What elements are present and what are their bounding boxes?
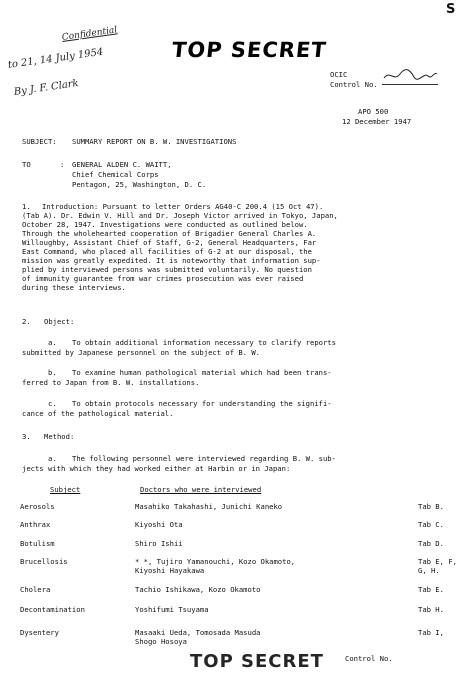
handwritten-note-date: to 21, 14 July 1954 bbox=[7, 46, 104, 71]
section-1-line: Introduction: Pursuant to letter Orders AG40-C 200.4 (15 Oct 47). bbox=[42, 202, 324, 211]
control-label-number: Control No. bbox=[330, 80, 378, 89]
row-doctors: Tachio Ishikawa, Kozo Okamoto bbox=[135, 585, 261, 594]
section-2b-line: ferred to Japan from B. W. installations. bbox=[22, 378, 200, 387]
row-tab: Tab C. bbox=[418, 520, 444, 529]
section-2a-line: submitted by Japanese personnel on the subject of B. W. bbox=[22, 348, 260, 357]
row-tab: Tab D. bbox=[418, 539, 444, 548]
row-tab: Tab H. bbox=[418, 605, 444, 614]
section-2c-letter: c. bbox=[48, 399, 57, 408]
top-secret-stamp: TOP SECRET bbox=[170, 38, 328, 62]
row-tab: Tab I, bbox=[418, 628, 444, 637]
section-1-line: during these interviews. bbox=[22, 283, 126, 292]
row-subject: Botulism bbox=[20, 539, 55, 548]
control-number-signature bbox=[382, 72, 438, 85]
section-1-line: Through the wholehearted cooperation of Brigadier General Charles A. bbox=[22, 229, 317, 238]
section-1-line: mission was greatly expedited. It is noteworthy that information sup- bbox=[22, 256, 321, 265]
table-row bbox=[0, 502, 465, 511]
section-2b-line: To examine human pathological material which had been trans- bbox=[72, 368, 332, 377]
section-2c-line: To obtain protocols necessary for understanding the signifi- bbox=[72, 399, 332, 408]
table-header-subject: Subject bbox=[50, 485, 81, 494]
section-1-line: Willoughby, Assistant Chief of Staff, G-2, General Headquarters, Far bbox=[22, 238, 317, 247]
date-line: 12 December 1947 bbox=[342, 117, 412, 126]
row-subject: Aerosols bbox=[20, 502, 55, 511]
table-row bbox=[0, 605, 465, 614]
signature-scribble-icon bbox=[382, 68, 438, 82]
row-doctors: Shiro Ishii bbox=[135, 539, 183, 548]
section-1-line: plied by interviewed persons was submitted voluntarily. No question bbox=[22, 265, 312, 274]
row-tab: Tab E. bbox=[418, 585, 444, 594]
section-1-line: (Tab A). Dr. Edwin V. Hill and Dr. Joseph Victor arrived in Tokyo, Japan, bbox=[22, 211, 338, 220]
section-3a-line: jects with which they had worked either at Harbin or in Japan: bbox=[22, 464, 291, 473]
section-3-title: Method: bbox=[44, 432, 75, 441]
row-tab: Tab E, F, bbox=[418, 557, 457, 566]
table-header-doctors: Doctors who were interviewed bbox=[140, 485, 262, 494]
section-1-line: East Command, who placed all facilities of G-2 at our disposal, the bbox=[22, 247, 312, 256]
row-tab-cont: G, H. bbox=[418, 566, 440, 575]
table-row bbox=[0, 585, 465, 594]
section-2-number: 2. bbox=[22, 317, 31, 326]
to-line-1: GENERAL ALDEN C. WAITT, bbox=[72, 160, 172, 169]
row-subject: Brucellosis bbox=[20, 557, 68, 566]
row-subject: Cholera bbox=[20, 585, 51, 594]
row-tab: Tab B. bbox=[418, 502, 444, 511]
table-row bbox=[0, 557, 465, 575]
subject-label: SUBJECT: bbox=[22, 137, 57, 146]
row-doctors-cont: Shogo Hosoya bbox=[135, 637, 187, 646]
section-2a-line: To obtain additional information necessary to clarify reports bbox=[72, 338, 336, 347]
row-doctors: Masahiko Takahashi, Junichi Kaneko bbox=[135, 502, 283, 511]
row-subject: Decontamination bbox=[20, 605, 85, 614]
table-row bbox=[0, 539, 465, 548]
section-3-number: 3. bbox=[22, 432, 31, 441]
section-1-number: 1. bbox=[22, 202, 31, 211]
to-line-3: Pentagon, 25, Washington, D. C. bbox=[72, 180, 207, 189]
table-row bbox=[0, 628, 465, 646]
to-colon: : bbox=[60, 160, 65, 169]
corner-mark: S bbox=[446, 2, 456, 17]
table-row bbox=[0, 520, 465, 529]
row-doctors: Kiyoshi Ota bbox=[135, 520, 183, 529]
section-3a-line: The following personnel were interviewed regarding B. W. sub- bbox=[72, 454, 336, 463]
section-3a-letter: a. bbox=[48, 454, 57, 463]
to-label: TO bbox=[22, 160, 31, 169]
row-doctors: Masaaki Ueda, Tomosada Masuda bbox=[135, 628, 261, 637]
row-doctors: Yoshifumi Tsuyama bbox=[135, 605, 209, 614]
row-doctors-cont: Kiyoshi Hayakawa bbox=[135, 566, 205, 575]
row-doctors: * *, Tujiro Yamanouchi, Kozo Okamoto, bbox=[135, 557, 296, 566]
top-secret-stamp-bottom: TOP SECRET bbox=[190, 651, 324, 672]
section-2c-line: cance of the pathological material. bbox=[22, 409, 174, 418]
handwritten-note-authority: By J. F. Clark bbox=[13, 77, 80, 98]
handwritten-note-confidential: Confidential bbox=[61, 25, 118, 43]
section-2a-letter: a. bbox=[48, 338, 57, 347]
to-line-2: Chief Chemical Corps bbox=[72, 170, 159, 179]
section-2-title: Object: bbox=[44, 317, 75, 326]
control-footer: Control No. bbox=[345, 654, 393, 663]
control-label-ocic: OCIC bbox=[330, 70, 348, 79]
row-subject: Anthrax bbox=[20, 520, 51, 529]
section-1-line: of immunity guarantee from war crimes prosecution was ever raised bbox=[22, 274, 304, 283]
section-1-line: October 28, 1947. Investigations were conducted as outlined below. bbox=[22, 220, 308, 229]
row-subject: Dysentery bbox=[20, 628, 59, 637]
apo-line: APO 500 bbox=[358, 107, 389, 116]
section-2b-letter: b. bbox=[48, 368, 57, 377]
subject-text: SUMMARY REPORT ON B. W. INVESTIGATIONS bbox=[72, 137, 237, 146]
